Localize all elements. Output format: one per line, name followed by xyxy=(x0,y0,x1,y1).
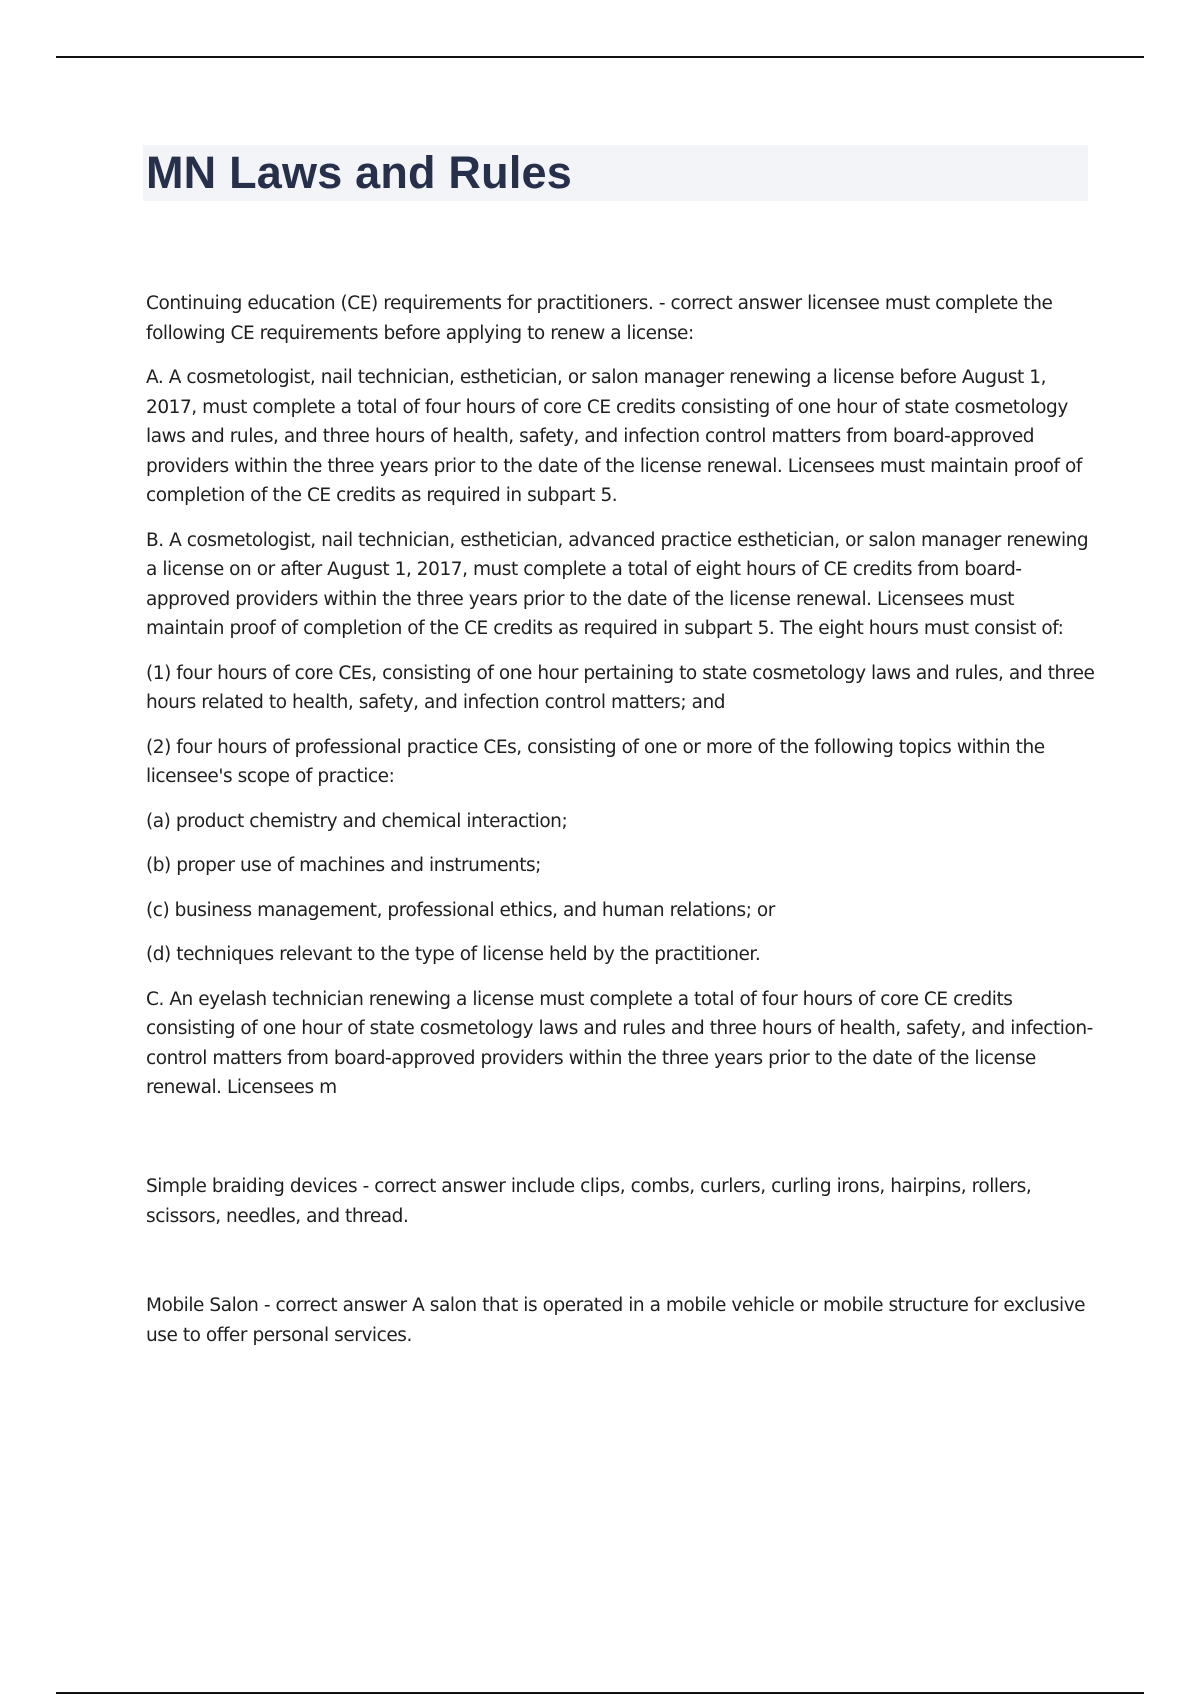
paragraph: Simple braiding devices - correct answer include clips, combs, curlers, curling irons, hairpins, rollers, scissors, needles, and thread. xyxy=(146,1176,1032,1227)
paragraph: Continuing education (CE) requirements for practitioners. - correct answer licensee must complete the following CE requirements before applying to renew a license: xyxy=(146,293,1053,344)
paragraph: (c) business management, professional ethics, and human relations; or xyxy=(146,899,775,921)
top-divider xyxy=(56,56,1144,58)
paragraph: (b) proper use of machines and instruments; xyxy=(146,855,541,876)
qa-item-simple-braiding-devices xyxy=(146,1172,1096,1231)
paragraph: (a) product chemistry and chemical interaction; xyxy=(146,810,568,832)
bottom-divider xyxy=(56,1692,1144,1694)
paragraph: A. A cosmetologist, nail technician, esthetician, or salon manager renewing a license before August 1, 2017, must complete a total of four hours of core CE credits consisting of one hour of state cosmetology laws and rules, and three hours of health, safety, and infection control matters from board-approved providers within the three years prior to the date of the license renewal. Licensees must maintain proof of completion of the CE credits as required in subpart 5. xyxy=(146,367,1082,506)
page-title: MN Laws and Rules xyxy=(146,147,572,198)
paragraph: C. An eyelash technician renewing a license must complete a total of four hours of core CE credits consisting of one hour of state cosmetology laws and rules and three hours of health, safety, and infection-control matters from board-approved providers within the three years prior to the date of the license renewal. Licensees m xyxy=(146,988,1093,1098)
paragraph: Mobile Salon - correct answer A salon that is operated in a mobile vehicle or mobile structure for exclusive use to offer personal services. xyxy=(146,1295,1086,1346)
paragraph: (2) four hours of professional practice CEs, consisting of one or more of the following topics within the licensee's scope of practice: xyxy=(146,736,1045,787)
qa-item-mobile-salon xyxy=(146,1291,1096,1350)
paragraph: (d) techniques relevant to the type of license held by the practitioner. xyxy=(146,944,761,965)
paragraph: B. A cosmetologist, nail technician, esthetician, advanced practice esthetician, or salon manager renewing a license on or after August 1, 2017, must complete a total of eight hours of CE credits from board-approved providers within the three years prior to the date of the license renewal. Licensees must maintain proof of completion of the CE credits as required in subpart 5. The eight hours must consist of: xyxy=(146,529,1089,639)
paragraph: (1) four hours of core CEs, consisting of one hour pertaining to state cosmetology laws and rules, and three hours related to health, safety, and infection control matters; and xyxy=(146,662,1095,713)
qa-item-ce-requirements xyxy=(146,289,1096,1103)
